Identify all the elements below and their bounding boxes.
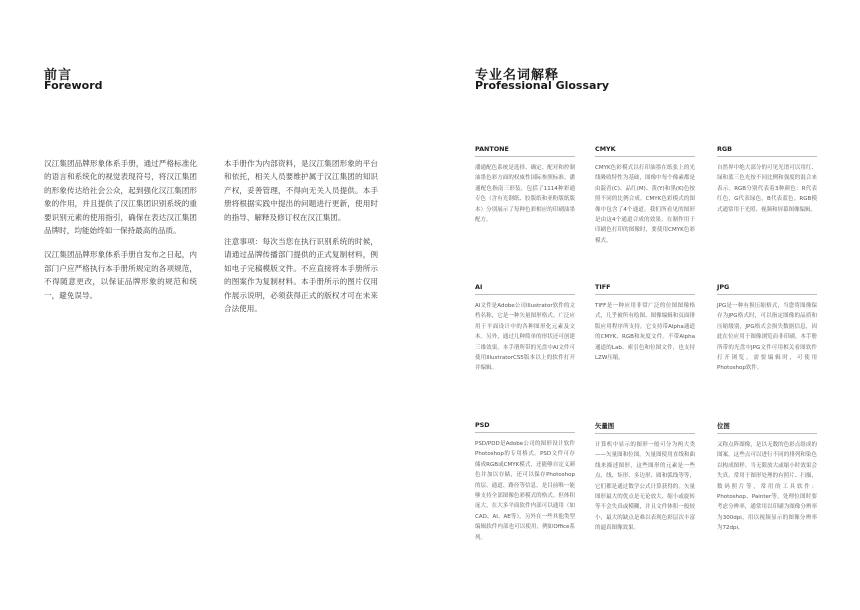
glossary-item-pantone — [475, 145, 575, 225]
glossary-item-bitmap — [717, 421, 817, 534]
glossary-page — [430, 0, 860, 610]
glossary-item-psd — [475, 421, 575, 543]
glossary-item-cmyk — [595, 145, 695, 246]
glossary-definition: AI文件是Adobe公司Illustrator软件的文档名称，它是一种矢量图形格式。广泛应用于平面设计中的各种图形化元素及文本。另外，通过几种简单的形状还可创建三维效果。本手册所带的光盘中AI文件可使用IllustratorCS5版本以上的软件打开并编辑。 — [475, 303, 575, 372]
foreword-title-zh: 前言 — [44, 68, 73, 83]
foreword-column-1 — [44, 157, 197, 313]
glossary-title-zh: 专业名词解释 — [475, 68, 560, 83]
glossary-definition: TIFF是一种应用非常广泛的位图图像格式，几乎被所有绘图、图像编辑和页面排版应用程序所支持。它支持带Alpha通道的CMYK、RGB和灰度文件。不带Alpha通道的Lab、索引色和位图文件，也支持LZW压缩。 — [595, 303, 695, 362]
foreword-paragraph: 注意事项：每次当您在执行识别系统的时候，请通过品牌传播部门提供的正式复制材料，例如电子完稿模版文件。不应直接将本手册所示的图案作为复制材料。本手册所示的图片仅用作展示说明，必须获得正式的版权才可在未来合法使用。 — [224, 237, 378, 314]
glossary-item-vector — [595, 421, 695, 534]
foreword-paragraph: 本手册作为内部资料，是汉江集团形象的平台和依托，相关人员要维护属于汉江集团的知识产权，妥善管理，不得向无关人员提供。本手册将根据实践中提出的问题进行更新，使用时的指导、解释及修订权在汉江集团。 — [224, 159, 378, 222]
glossary-definition: CMYK色彩模式以打印油墨在纸张上的光线吸收特性为基础，图像中每个像素都是由靛青(C)、品红(M)、黄(Y)和黑(K)色按照不同的比例合成。CMYK色彩模式的图像中包含了4个通道，我们所看见的图形是由这4个通道合成的效果。在制作用于印刷色打印的图像时，要使用CMYK色彩模式。 — [595, 165, 695, 244]
foreword-column-2 — [224, 157, 378, 326]
glossary-term: RGB — [717, 145, 817, 157]
glossary-item-jpg — [717, 283, 817, 374]
glossary-term: PSD — [475, 421, 575, 433]
glossary-term: 矢量图 — [595, 421, 695, 434]
glossary-title-en: Professional Glossary — [475, 79, 610, 92]
glossary-term: TIFF — [595, 283, 695, 295]
foreword-paragraph: 汉江集团品牌形象体系手册自发布之日起，内部门户应严格执行本手册所规定的各项规范，不得随意更改，以保证品牌形象的规范和统一，避免误导。 — [44, 250, 197, 300]
glossary-term: CMYK — [595, 145, 695, 157]
glossary-item-ai — [475, 283, 575, 374]
glossary-definition: 自然界中绝大部分的可见光谱可以用红、绿和蓝三色光按不同比例和强度的混合来表示。RGB分别代表着3种颜色：R代表红色，G代表绿色，B代表蓝色。RGB模式通常用于光照、视频和屏幕图像编辑。 — [717, 165, 817, 213]
glossary-term: PANTONE — [475, 145, 575, 157]
glossary-definition: 计算机中显示的图形一般可分为两大类——矢量图和位图。矢量图使用直线和曲线来描述图形，这些图形的元素是一些点、线、矩形、多边形、圆和弧线等等，它们都是通过数学公式计算获得的。矢量图形最大的优点是无论放大、缩小或旋转等不会失真或模糊，并且文件体积一般较小，最大的缺点是难以表现色彩层次丰富的逼真图像效果。 — [595, 442, 695, 532]
glossary-definition: JPG是一种有损压缩格式，当您将图像保存为JPG格式时，可以指定图像的品质和压缩级别，JPG格式会损失数据信息，因此在位应用于图像浏览而非印刷。本手册所带的光盘中JPG文件可用相关看图软件打开浏览，需要编辑时，可使用Photoshop软件。 — [717, 303, 817, 372]
foreword-title-en: Foreword — [44, 79, 103, 92]
glossary-definition: 又称点阵图像，是以无数的色彩点组成的图案，这些点可以进行不同的排列和染色以构成图样。当无限放大或缩小时效果会失真。常用于图形处理的有照片、扫描、数码照片等，常用的工具软件：Photoshop、Painter等。处理位图时要考虑分辨率，通常用以印刷为图像分辨率为300dpi，用以视频显示的图像分辨率为72dpi。 — [717, 442, 817, 532]
glossary-item-rgb — [717, 145, 817, 215]
foreword-paragraph: 汉江集团品牌形象体系手册，通过严格标准化的语言和系统化的视觉表现符号，将汉江集团的形象传达给社会公众，起到强化汉江集团形象的作用，并且提供了汉江集团识别系统的重要识别元素的使用指引，确保在表达汉江集团品牌时，均能始终如一保持最高的品质。 — [44, 159, 197, 236]
glossary-definition: PSD/PDD是Adobe公司的图形设计软件Photoshop的专用格式。PSD文件可存储成RGB或CMYK模式，还能够自定义颜色并加以存储，还可以保存Photoshop的层、通道、路径等信息，是目前唯一能够支持全部图像色彩模式的格式。但体积庞大，在大多平面软件内部可以通用（如CAD、AI、AE等）。另外在一些其他类型编辑软件内部也可以使用，例如Office系列。 — [475, 441, 575, 541]
glossary-term: AI — [475, 283, 575, 295]
glossary-term: JPG — [717, 283, 817, 295]
glossary-item-tiff — [595, 283, 695, 363]
glossary-term: 位图 — [717, 421, 817, 434]
glossary-definition: 潘通配色系统是选择、确定、配对和控制油墨色彩方面的权威性国际参照标准。潘通配色指南三形装，包括了1114种彩通专色（含有光钢纸、胶版纸和亚粉版纸版本）分别展示了每种色彩相应的印刷油墨配方。 — [475, 165, 575, 224]
